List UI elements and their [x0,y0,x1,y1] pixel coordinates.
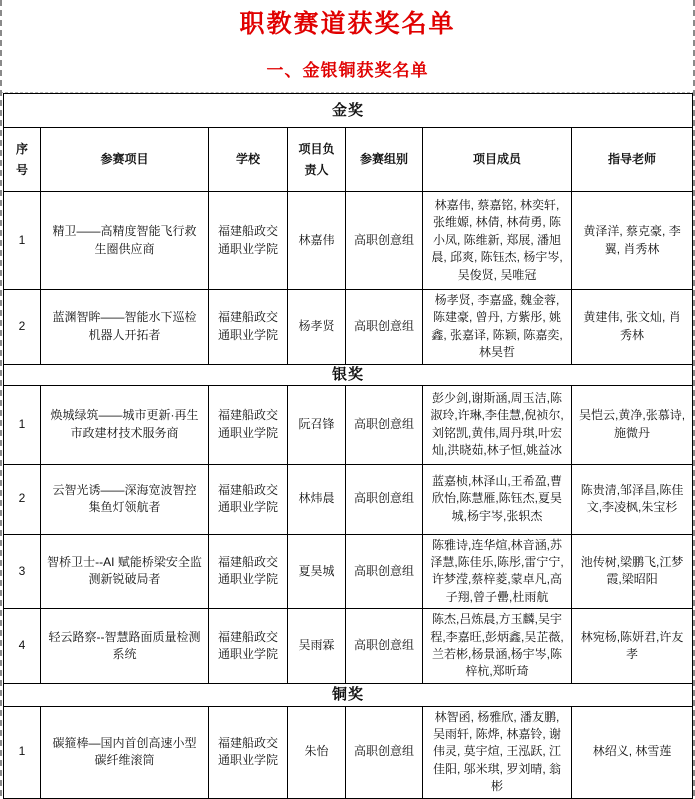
column-header-row [4,128,693,192]
cell-leader: 阮召锋 [288,385,346,464]
gold-award-table [3,93,693,365]
table-row [4,192,693,290]
cell-school: 福建船政交通职业学院 [209,534,288,609]
cell-members: 林智函, 杨雅欣, 潘友鹏, 吴雨轩, 陈烨, 林嘉铃, 谢伟灵, 莫宇煊, 王泓跃, 江佳阳, 邬米琪, 罗刘晴, 翁彬 [423,706,572,798]
table-row [4,290,693,365]
cell-project: 云智光诱——深海宽波智控集鱼灯领航者 [41,464,209,534]
cell-group: 高职创意组 [346,464,423,534]
cell-leader: 杨孝贤 [288,290,346,365]
cell-school: 福建船政交通职业学院 [209,385,288,464]
bronze-award-table [3,683,693,799]
table-row [4,464,693,534]
cell-leader: 林嘉伟 [288,192,346,290]
col-header-project: 参赛项目 [41,128,209,192]
table-row [4,609,693,684]
col-header-advisors: 指导老师 [572,128,693,192]
cell-project: 智桥卫士--AI 赋能桥梁安全监测新锐破局者 [41,534,209,609]
cell-no: 4 [4,609,41,684]
award-band-gold: 金奖 [4,94,693,128]
cell-members: 蓝嘉桢,林泽山,王希盈,曹欣怡,陈慧雁,陈钰杰,夏昊城,杨宇岑,张轵杰 [423,464,572,534]
col-header-no [4,128,41,192]
col-header-school: 学校 [209,128,288,192]
cell-advisors: 林宛杨,陈妍君,许友孝 [572,609,693,684]
cell-school: 福建船政交通职业学院 [209,192,288,290]
cell-group: 高职创意组 [346,385,423,464]
cell-members: 陈雅诗,连华煊,林音涵,苏泽慧,陈佳乐,陈彤,雷宁宁,许梦滢,蔡梓菱,蒙卓凡,高子翔,曾子罍,杜雨航 [423,534,572,609]
cell-advisors: 黄泽洋, 蔡克豪, 李翼, 肖秀林 [572,192,693,290]
cell-no: 3 [4,534,41,609]
col-header-leader [288,128,346,192]
cell-members: 杨孝贤, 李嘉盛, 魏金蓉, 陈建豪, 曾丹, 方紫彤, 姚鑫, 张嘉译, 陈颖, 陈嘉奕, 林昊哲 [423,290,572,365]
col-header-members: 项目成员 [423,128,572,192]
cell-school: 福建船政交通职业学院 [209,706,288,798]
section-heading: 一、金银铜获奖名单 [266,61,429,80]
col-header-group: 参赛组别 [346,128,423,192]
cell-project: 蓝渊智眸——智能水下巡检机器人开拓者 [41,290,209,365]
cell-leader: 夏昊城 [288,534,346,609]
cell-school: 福建船政交通职业学院 [209,464,288,534]
cell-no: 2 [4,290,41,365]
cell-advisors: 黄建伟, 张文灿, 肖秀林 [572,290,693,365]
cell-group: 高职创意组 [346,706,423,798]
cell-school: 福建船政交通职业学院 [209,609,288,684]
award-band-silver: 银奖 [4,364,693,385]
cell-leader: 林炜晨 [288,464,346,534]
cell-project: 碳箍棒—国内首创高速小型碳纤维滚筒 [41,706,209,798]
cell-no: 1 [4,192,41,290]
cell-project: 精卫——高精度智能飞行救生圈供应商 [41,192,209,290]
award-band-bronze: 铜奖 [4,683,693,706]
col-header-no-label: 序号 [15,142,28,177]
award-band-row [4,364,693,385]
silver-award-table [3,364,693,684]
table-row [4,706,693,798]
cell-leader: 吴雨霖 [288,609,346,684]
col-header-leader-label: 项目负责人 [298,142,335,177]
cell-project: 焕城绿筑——城市更新·再生市政建材技术服务商 [41,385,209,464]
cell-group: 高职创意组 [346,192,423,290]
cell-leader: 朱怡 [288,706,346,798]
cell-group: 高职创意组 [346,609,423,684]
cell-school: 福建船政交通职业学院 [209,290,288,365]
award-band-row [4,683,693,706]
cell-advisors: 吴恺云,黄净,张慕诗,施微丹 [572,385,693,464]
document-header [0,0,695,92]
cell-group: 高职创意组 [346,290,423,365]
cell-advisors: 陈贵清,邹泽昌,陈佳文,李凌枫,朱宝杉 [572,464,693,534]
table-row [4,385,693,464]
page-title: 职教赛道获奖名单 [239,10,456,38]
cell-no: 2 [4,464,41,534]
cell-advisors: 池传树,梁鹏飞,江梦霞,梁昭阳 [572,534,693,609]
cell-group: 高职创意组 [346,534,423,609]
cell-members: 林嘉伟, 蔡嘉铭, 林奕轩, 张维嫄, 林倩, 林荷勇, 陈小凤, 陈维新, 郑展, 潘旭晨, 邱爽, 陈钰杰, 杨宇岑, 吴俊贤, 吴唯冠 [423,192,572,290]
table-row [4,534,693,609]
cell-no: 1 [4,706,41,798]
award-band-row [4,94,693,128]
cell-advisors: 林绍义, 林雪莲 [572,706,693,798]
cell-project: 轻云路察--智慧路面质量检测系统 [41,609,209,684]
cell-members: 陈杰,吕炼晨,方玉麟,吴宇程,李嘉旺,彭炳鑫,吴芷薇,兰若彬,杨景涵,杨宇岑,陈梓杭,郑昕琦 [423,609,572,684]
cell-members: 彭少剑,谢斯涵,周玉洁,陈淑玲,许琳,李佳慧,倪祯尔,刘铭凯,黄伟,周丹琪,叶宏灿,洪晓茹,林子恒,姚益冰 [423,385,572,464]
cell-no: 1 [4,385,41,464]
